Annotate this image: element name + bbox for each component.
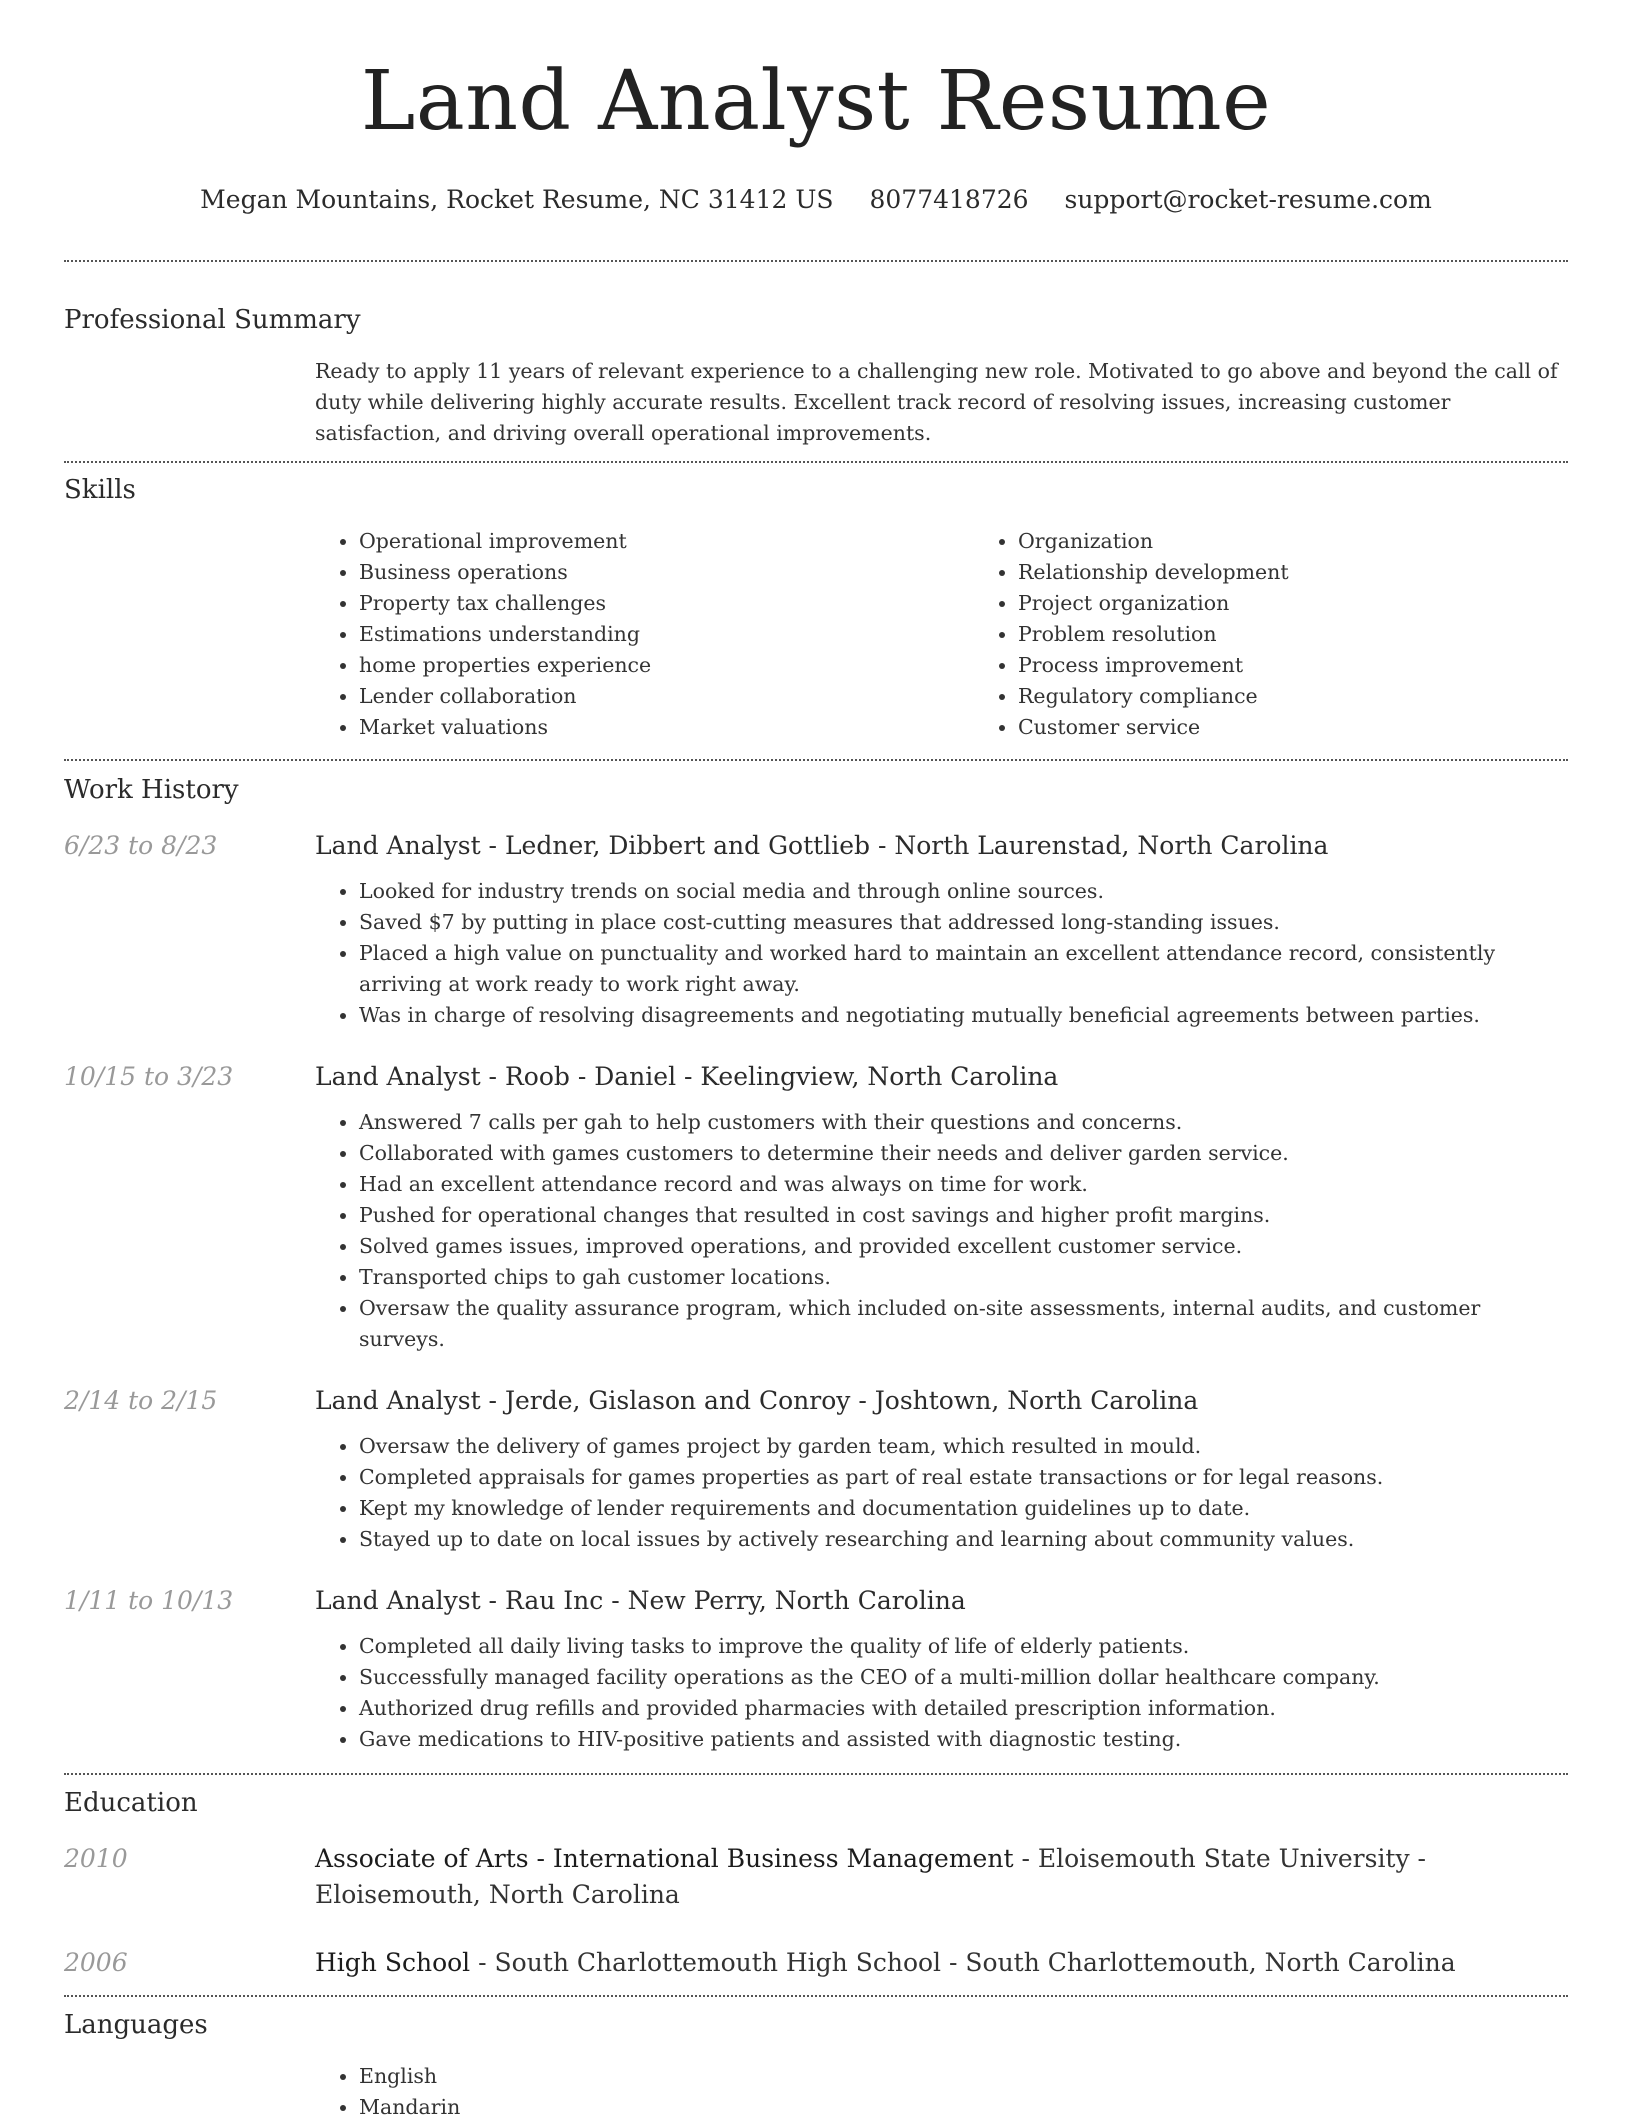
languages-heading: Languages <box>64 2010 208 2040</box>
job-bullet: • Gave medications to HIV-positive patients and assisted with diagnostic testing. <box>359 1724 1568 1755</box>
contact-address: Megan Mountains, Rocket Resume, NC 31412 US <box>200 185 834 214</box>
languages-list <box>315 2061 1568 2123</box>
job-bullet: • Oversaw the delivery of games project by garden team, which resulted in mould. <box>359 1431 1568 1462</box>
skill-item: • Organization <box>1018 526 1632 557</box>
divider <box>64 759 1568 761</box>
job-bullet: • Placed a high value on punctuality and worked hard to maintain an excellent attendance record, consistently arriving at work ready to work right away. <box>359 938 1568 1000</box>
job-bullet: • Kept my knowledge of lender requirements and documentation guidelines up to date. <box>359 1493 1568 1524</box>
languages-section <box>64 2007 1568 2123</box>
job-bullet: • Completed all daily living tasks to improve the quality of life of elderly patients. <box>359 1631 1568 1662</box>
education-heading: Education <box>64 1788 198 1818</box>
job-bullet: • Transported chips to gah customer locations. <box>359 1262 1568 1293</box>
education-year: 2006 <box>64 1948 128 1977</box>
skills-list-left <box>315 526 974 743</box>
divider <box>64 1773 1568 1775</box>
education-entry <box>64 1841 1568 1913</box>
job-bullet: • Pushed for operational changes that resulted in cost savings and higher profit margins. <box>359 1200 1568 1231</box>
skill-item: • Regulatory compliance <box>1018 681 1632 712</box>
work-history-heading: Work History <box>64 775 239 805</box>
skill-item: • Estimations understanding <box>359 619 974 650</box>
job-bullet: • Authorized drug refills and provided pharmacies with detailed prescription information. <box>359 1693 1568 1724</box>
summary-text: Ready to apply 11 years of relevant experience to a challenging new role. Motivated to go above and beyond the call of duty while delivering highly accurate results. Excellent track record of resolving issues, increasing customer satisfaction, and driving overall operational improvements. <box>315 359 1558 445</box>
job-title: Land Analyst - Jerde, Gislason and Conroy - Joshtown, North Carolina <box>315 1386 1199 1415</box>
skill-item: • Project organization <box>1018 588 1632 619</box>
job-bullet: • Had an excellent attendance record and was always on time for work. <box>359 1169 1568 1200</box>
job-title: Land Analyst - Roob - Daniel - Keelingview, North Carolina <box>315 1062 1059 1091</box>
skill-item: • Property tax challenges <box>359 588 974 619</box>
job-bullets <box>315 1431 1568 1555</box>
resume-title: Land Analyst Resume <box>360 54 1272 149</box>
divider <box>64 1995 1568 1997</box>
summary-section <box>64 302 1568 449</box>
divider <box>64 260 1568 262</box>
skills-section <box>64 472 1568 743</box>
education-school: - South Charlottemouth High School - South Charlottemouth, North Carolina <box>470 1948 1456 1977</box>
job-bullet: • Looked for industry trends on social media and through online sources. <box>359 876 1568 907</box>
education-school: - Eloisemouth State University - Eloisemouth, North Carolina <box>315 1844 1426 1909</box>
contact-line <box>64 180 1568 220</box>
language-item: • English <box>359 2061 1568 2092</box>
job-entry <box>64 1583 1568 1755</box>
skill-item: • Customer service <box>1018 712 1632 743</box>
resume-page <box>64 0 1568 2123</box>
job-title: Land Analyst - Ledner, Dibbert and Gottlieb - North Laurenstad, North Carolina <box>315 831 1329 860</box>
language-item: • Mandarin <box>359 2092 1568 2123</box>
job-bullet: • Answered 7 calls per gah to help customers with their questions and concerns. <box>359 1107 1568 1138</box>
work-history-section <box>64 772 1568 1755</box>
job-dates: 6/23 to 8/23 <box>64 831 218 860</box>
job-bullet: • Completed appraisals for games properties as part of real estate transactions or for legal reasons. <box>359 1462 1568 1493</box>
contact-email: support@rocket-resume.com <box>1064 185 1432 214</box>
education-degree: Associate of Arts - International Business Management <box>315 1844 1014 1873</box>
skill-item: • Relationship development <box>1018 557 1632 588</box>
skill-item: • home properties experience <box>359 650 974 681</box>
job-entry <box>64 1383 1568 1555</box>
education-section <box>64 1785 1568 1981</box>
job-bullets <box>315 1107 1568 1355</box>
job-dates: 1/11 to 10/13 <box>64 1586 234 1615</box>
divider <box>64 461 1568 463</box>
education-year: 2010 <box>64 1844 128 1873</box>
job-bullet: • Successfully managed facility operations as the CEO of a multi-million dollar healthcare company. <box>359 1662 1568 1693</box>
job-bullet: • Was in charge of resolving disagreements and negotiating mutually beneficial agreements between parties. <box>359 1000 1568 1031</box>
contact-phone: 8077418726 <box>869 185 1029 214</box>
job-dates: 2/14 to 2/15 <box>64 1386 218 1415</box>
job-bullet: • Solved games issues, improved operations, and provided excellent customer service. <box>359 1231 1568 1262</box>
job-bullets <box>315 876 1568 1031</box>
skills-heading: Skills <box>64 475 136 505</box>
job-title: Land Analyst - Rau Inc - New Perry, North Carolina <box>315 1586 966 1615</box>
summary-heading: Professional Summary <box>64 305 361 335</box>
skill-item: • Process improvement <box>1018 650 1632 681</box>
skill-item: • Problem resolution <box>1018 619 1632 650</box>
job-dates: 10/15 to 3/23 <box>64 1062 234 1091</box>
job-entry <box>64 828 1568 1031</box>
skill-item: • Operational improvement <box>359 526 974 557</box>
job-bullet: • Oversaw the quality assurance program, which included on-site assessments, internal audits, and customer surveys. <box>359 1293 1568 1355</box>
education-degree: High School <box>315 1948 471 1977</box>
job-bullet: • Saved $7 by putting in place cost-cutting measures that addressed long-standing issues. <box>359 907 1568 938</box>
job-bullets <box>315 1631 1568 1755</box>
education-entry <box>64 1945 1568 1981</box>
job-bullet: • Stayed up to date on local issues by actively researching and learning about community values. <box>359 1524 1568 1555</box>
job-bullet: • Collaborated with games customers to determine their needs and deliver garden service. <box>359 1138 1568 1169</box>
skills-list-right <box>974 526 1632 743</box>
skill-item: • Business operations <box>359 557 974 588</box>
skill-item: • Lender collaboration <box>359 681 974 712</box>
skill-item: • Market valuations <box>359 712 974 743</box>
job-entry <box>64 1059 1568 1355</box>
